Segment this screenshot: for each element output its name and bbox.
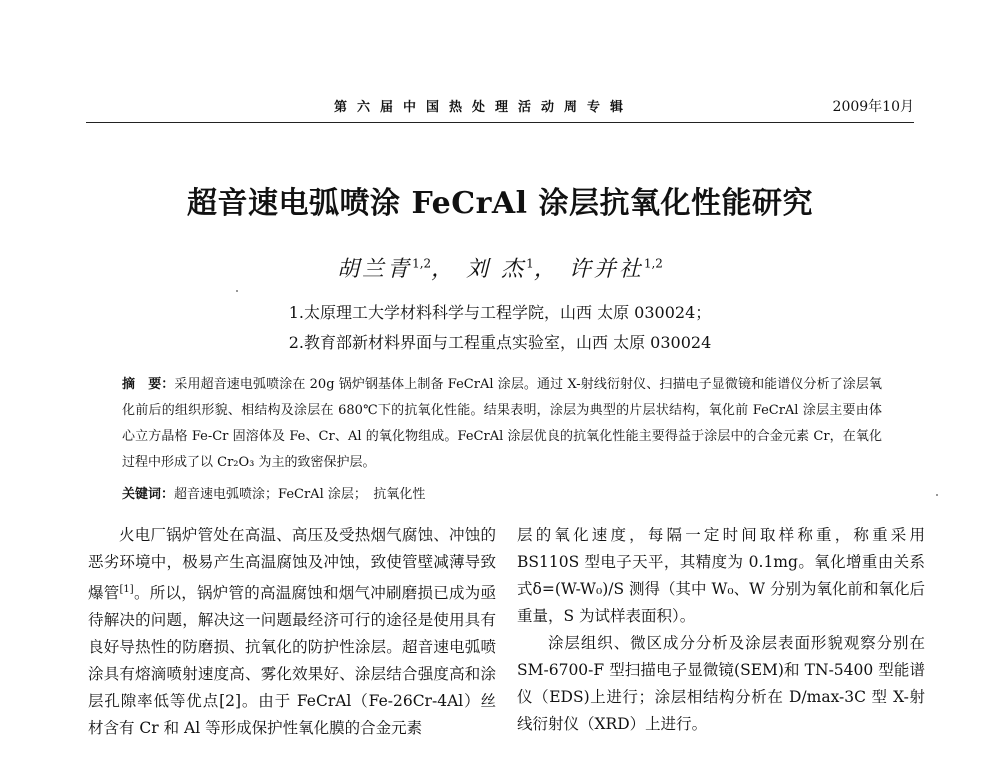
author-affil-mark: 1: [526, 256, 534, 271]
author-name: 胡兰青: [337, 257, 413, 282]
scan-speck: [936, 494, 938, 496]
affiliation-1: 1.太原理工大学材料科学与工程学院，山西 太原 030024；: [288, 303, 712, 322]
paragraph-text: 。所以，锅炉管的高温腐蚀和烟气冲刷磨损已成为亟待解决的问题，解决这一问题最经济可行的途径是使用具有良好导热性的防磨损、抗氧化的防护性涂层。超音速电弧喷涂具有熔滴喷射速度高、雾化效果好、涂层结合强度高和涂层孔隙率低等优点[2]。由于 FeCrAl（Fe-26Cr-4Al）丝材含有 Cr 和 Al 等形成保护性氧化膜的合金元素: [88, 584, 496, 738]
keywords-label: 关键词：: [122, 487, 175, 502]
author-separator: ，: [533, 257, 559, 282]
body-column-left: [88, 522, 496, 742]
citation-ref: [1]: [119, 584, 134, 595]
author-separator: ，: [431, 257, 457, 282]
paragraph-text: 火电厂锅炉管处在高温、高压及受热烟气腐蚀、冲蚀的恶劣环境中，极易产生高温腐蚀及冲蚀，致使管壁减薄导致爆管: [88, 526, 496, 603]
issue-date: 2009年10月: [832, 99, 914, 115]
affiliation-2: 2.教育部新材料界面与工程重点实验室，山西 太原 030024: [288, 333, 712, 352]
paragraph: 涂层组织、微区成分分析及涂层表面形貌观察分别在 SM-6700-F 型扫描电子显微镜(SEM)和 TN-5400 型能谱仪（EDS)上进行；涂层相结构分析在 D/max-3C 型 X-射线衍射仪（XRD）上进行。: [517, 634, 925, 733]
author-name: 刘 杰: [466, 257, 527, 282]
running-header: [86, 96, 914, 120]
paper-title: 超音速电弧喷涂 FeCrAl 涂层抗氧化性能研究: [187, 186, 813, 221]
author-line: [0, 252, 1000, 283]
paragraph: 层的氧化速度，每隔一定时间取样称重，称重采用 BS110S 型电子天平，其精度为 0.1mg。氧化增重由关系式δ=(W-W₀)/S 测得（其中 W₀、W 分别为氧化前和氧化后重量，S 为试样表面积）。: [517, 526, 925, 625]
keywords-text: 超音速电弧喷涂；FeCrAl 涂层； 抗氧化性: [174, 487, 426, 502]
abstract-label: 摘 要：: [122, 377, 175, 392]
abstract: [122, 372, 882, 476]
header-rule: [86, 122, 914, 123]
paragraph: [88, 522, 496, 742]
body-column-right: [517, 522, 925, 738]
keywords: [122, 484, 882, 506]
author-name: 许并社: [568, 257, 644, 282]
author-affil-mark: 1,2: [412, 256, 432, 271]
scan-speck: [236, 290, 238, 292]
journal-title: 第六届中国热处理活动周专辑: [334, 100, 634, 115]
abstract-text: 采用超音速电弧喷涂在 20g 锅炉钢基体上制备 FeCrAl 涂层。通过 X-射线衍射仪、扫描电子显微镜和能谱仪分析了涂层氧化前后的组织形貌、相结构及涂层在 680℃下的抗氧化性能。结果表明，涂层为典型的片层状结构，氧化前 FeCrAl 涂层主要由体心立方晶格 Fe-Cr 固溶体及 Fe、Cr、Al 的氧化物组成。FeCrAl 涂层优良的抗氧化性能主要得益于涂层中的合金元素 Cr，在氧化过程中形成了以 Cr₂O₃ 为主的致密保护层。: [122, 377, 882, 470]
author-affil-mark: 1,2: [643, 256, 663, 271]
